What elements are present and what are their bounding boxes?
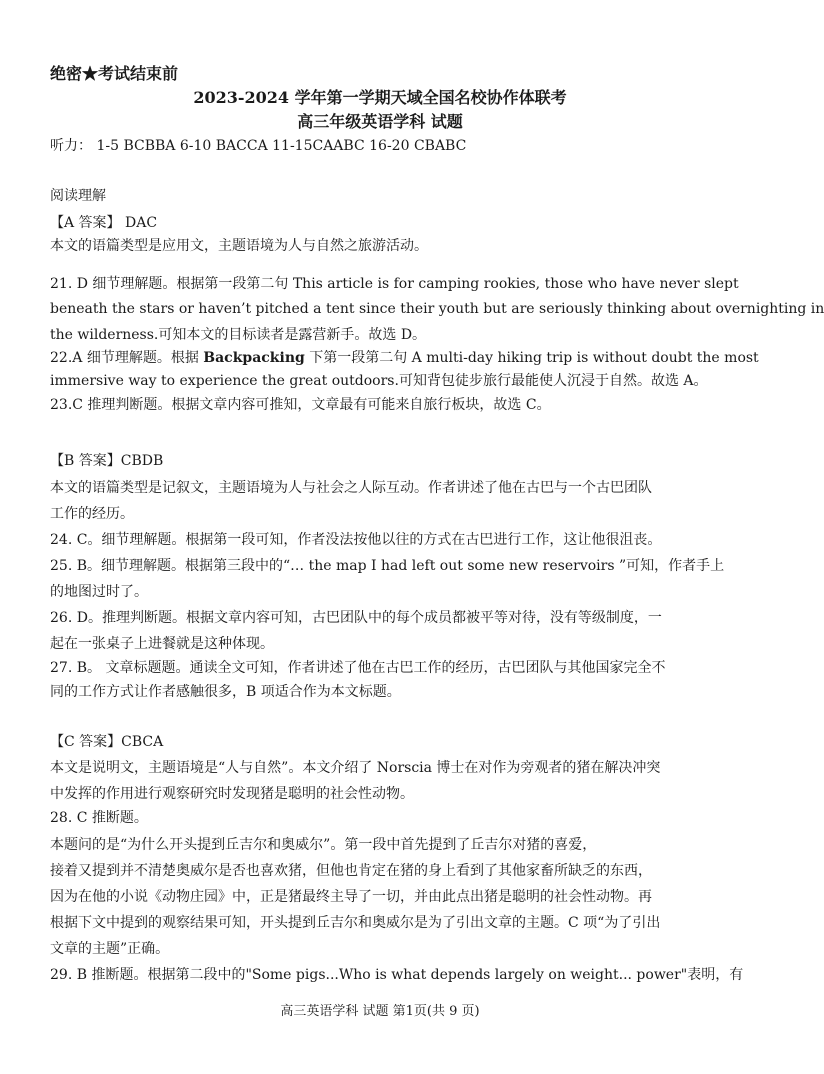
q23-line: 23.C 推理判断题。根据文章内容可推知，文章最有可能来自旅行板块，故选 C。 — [50, 397, 551, 413]
q22-rest: 下第一段第二句 A multi-day hiking trip is without doubt the most — [304, 350, 759, 366]
q26-line2: 起在一张桌子上进餐就是这种体现。 — [50, 636, 274, 652]
q28-explanation-3: 因为在他的小说《动物庄园》中，正是猪最终主导了一切，并由此点出猪是聪明的社会性动物。再 — [50, 889, 652, 905]
q28-explanation-2: 接着又提到并不清楚奥威尔是否也喜欢猪，但他也肯定在猪的身上看到了其他家畜所缺乏的东西， — [50, 863, 652, 879]
q25-line1: 25. B。细节理解题。根据第三段中的“… the map I had left out some new reservoirs ”可知，作者手上 — [50, 558, 725, 574]
confidential-label: 绝密★考试结束前 — [50, 64, 179, 83]
reading-heading: 阅读理解 — [50, 188, 106, 204]
q28-explanation-5: 文章的主题”正确。 — [50, 941, 170, 957]
q28-line: 28. C 推断题。 — [50, 810, 148, 826]
q28-explanation-4: 根据下文中提到的观察结果可知，开头提到丘吉尔和奥威尔是为了引出文章的主题。C 项“为了引出 — [50, 915, 661, 931]
section-b-intro-line1: 本文的语篇类型是记叙文，主题语境为人与社会之人际互动。作者讲述了他在古巴与一个古巴团队 — [50, 480, 652, 496]
section-b-intro-line2: 工作的经历。 — [50, 506, 134, 522]
section-c-intro-line1: 本文是说明文，主题语境是“人与自然”。本文介绍了 Norscia 博士在对作为旁观者的猪在解决冲突 — [50, 760, 661, 776]
q24-line: 24. C。细节理解题。根据第一段可知，作者没法按他以往的方式在古巴进行工作，这让他很沮丧。 — [50, 532, 662, 548]
q21-line2: beneath the stars or haven’t pitched a tent since their youth but are seriously thinking about overnighting in — [50, 301, 824, 317]
q22-keyword: Backpacking — [203, 350, 305, 366]
q25-line2: 的地图过时了。 — [50, 584, 148, 600]
q29-line: 29. B 推断题。根据第二段中的"Some pigs...Who is what depends largely on weight... power"表明，有 — [50, 967, 744, 983]
section-b-answer: 【B 答案】CBDB — [50, 453, 164, 469]
listening-answers: 听力： 1-5 BCBBA 6-10 BACCA 11-15CAABC 16-20 CBABC — [50, 138, 467, 154]
section-a-intro: 本文的语篇类型是应用文，主题语境为人与自然之旅游活动。 — [50, 238, 428, 254]
q27-line2: 同的工作方式让作者感触很多，B 项适合作为本文标题。 — [50, 684, 401, 700]
exam-subtitle: 高三年级英语学科 试题 — [297, 112, 463, 131]
q21-line1: 21. D 细节理解题。根据第一段第二句 This article is for camping rookies, those who have never slept — [50, 276, 739, 292]
section-c-answer: 【C 答案】CBCA — [50, 734, 164, 750]
q22-line1 — [50, 346, 759, 370]
q22-line2: immersive way to experience the great outdoors.可知背包徒步旅行最能使人沉浸于自然。故选 A。 — [50, 373, 708, 389]
page-footer: 高三英语学科 试题 第1页(共 9 页) — [280, 1004, 480, 1019]
section-c-intro-line2: 中发挥的作用进行观察研究时发现猪是聪明的社会性动物。 — [50, 786, 414, 802]
q28-explanation-1: 本题问的是“为什么开头提到丘吉尔和奥威尔”。第一段中首先提到了丘吉尔对猪的喜爱， — [50, 837, 597, 853]
q27-line1: 27. B。 文章标题题。通读全文可知，作者讲述了他在古巴工作的经历，古巴团队与其他国家完全不 — [50, 660, 666, 676]
q22-prefix: 22.A 细节理解题。根据 — [50, 350, 204, 366]
q21-line3: the wilderness.可知本文的目标读者是露营新手。故选 D。 — [50, 327, 427, 343]
q26-line1: 26. D。推理判断题。根据文章内容可知，古巴团队中的每个成员都被平等对待，没有等级制度，一 — [50, 610, 662, 626]
exam-title: 2023-2024 学年第一学期天域全国名校协作体联考 — [193, 88, 567, 107]
section-a-answer: 【A 答案】 DAC — [50, 215, 158, 231]
